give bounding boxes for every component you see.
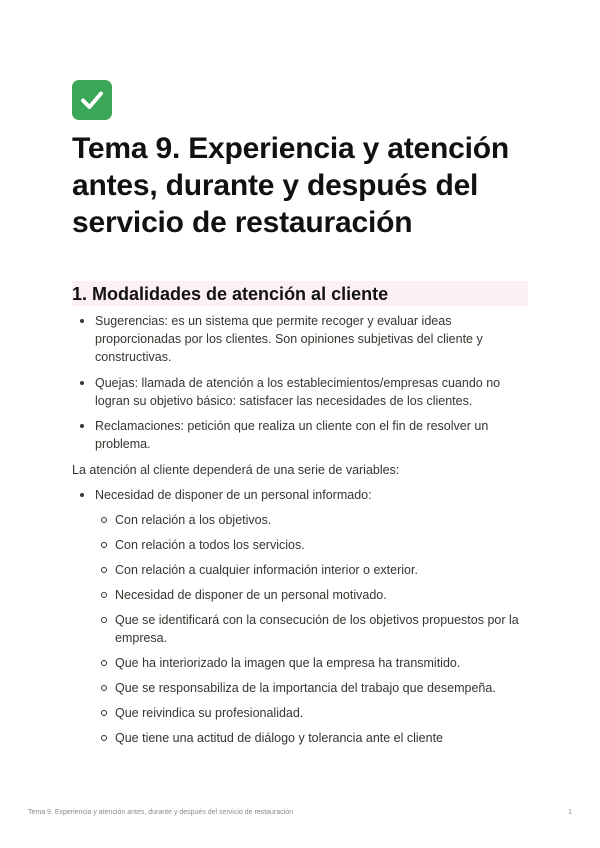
- check-mark-icon: [72, 80, 112, 120]
- sub-list-item: Que ha interiorizado la imagen que la empresa ha transmitido.: [95, 654, 528, 672]
- list-item: Reclamaciones: petición que realiza un cliente con el fin de resolver un problema.: [72, 417, 528, 453]
- page-number: 1: [568, 809, 572, 816]
- sub-list-item: Que tiene una actitud de diálogo y tolerancia ante el cliente: [95, 729, 528, 747]
- variables-list: [72, 486, 528, 747]
- check-glyph: [78, 86, 106, 114]
- page-footer: [28, 809, 572, 816]
- variable-label: Necesidad de disponer de un personal informado:: [95, 487, 372, 502]
- sub-list-item: Con relación a los objetivos.: [95, 511, 528, 529]
- sub-list-item: Con relación a todos los servicios.: [95, 536, 528, 554]
- page-title: Tema 9. Experiencia y atención antes, durante y después del servicio de restauración: [72, 132, 509, 239]
- modalities-list: [72, 312, 528, 453]
- sub-list: [95, 511, 528, 747]
- section-heading: 1. Modalidades de atención al cliente: [72, 281, 528, 306]
- sub-list-item: Con relación a cualquier información interior o exterior.: [95, 561, 528, 579]
- document-page: [72, 80, 528, 754]
- sub-list-item: Que reivindica su profesionalidad.: [95, 704, 528, 722]
- sub-list-item: Necesidad de disponer de un personal motivado.: [95, 586, 528, 604]
- sub-list-item: Que se identificará con la consecución de los objetivos propuestos por la empresa.: [95, 611, 528, 647]
- list-item: [72, 486, 528, 747]
- list-item: Quejas: llamada de atención a los establecimientos/empresas cuando no logran su objetivo básico: satisfacer las necesidades de los clientes.: [72, 374, 528, 410]
- footer-title: Tema 9. Experiencia y atención antes, durante y después del servicio de restauración: [28, 809, 293, 816]
- list-item: Sugerencias: es un sistema que permite recoger y evaluar ideas proporcionadas por los clientes. Son opiniones subjetivas del cliente y constructivas.: [72, 312, 528, 366]
- sub-list-item: Que se responsabiliza de la importancia del trabajo que desempeña.: [95, 679, 528, 697]
- variables-intro: La atención al cliente dependerá de una serie de variables:: [72, 462, 400, 477]
